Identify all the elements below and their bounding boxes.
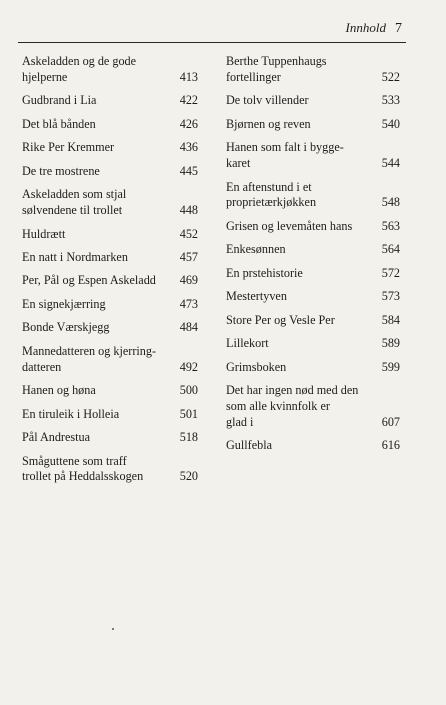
toc-entry-title-line: Bjørnen og reven <box>226 116 311 131</box>
toc-entry <box>22 250 198 266</box>
toc-entry-title-line: Store Per og Vesle Per <box>226 312 335 327</box>
toc-entry-page: 469 <box>179 273 198 288</box>
toc-entry-page: 473 <box>179 296 198 311</box>
toc-entry-title <box>226 266 382 282</box>
toc-entry-title-line: Hanen som falt i bygge- <box>226 140 344 155</box>
toc-entry <box>226 313 400 329</box>
paper-speck <box>112 628 114 630</box>
header-title: Innhold <box>345 20 386 35</box>
toc-entry <box>22 273 198 289</box>
toc-entry-title-line: Per, Pål og Espen Askeladd <box>22 273 156 288</box>
toc-entry-title <box>226 219 382 235</box>
toc-entry <box>22 140 198 156</box>
toc-entry <box>226 54 400 86</box>
toc-entry-title <box>22 227 180 243</box>
toc-entry-page: 584 <box>381 312 400 327</box>
toc-entry-page: 599 <box>381 359 400 374</box>
toc-entry <box>22 430 198 446</box>
toc-entry <box>22 117 198 133</box>
toc-entry-title-line: Det har ingen nød med den <box>226 383 359 398</box>
header-rule <box>18 42 406 43</box>
toc-entry-title <box>226 242 382 258</box>
toc-entry-title-line: Askeladden som stjal <box>22 187 127 202</box>
toc-entry-page: 452 <box>179 226 198 241</box>
toc-entry-title-line: Askeladden og de gode <box>22 54 137 68</box>
toc-entry-title-line: trollet på Heddalsskogen <box>22 469 144 484</box>
toc-entry <box>22 407 198 423</box>
toc-entry <box>226 383 400 430</box>
toc-entry-title-line: Småguttene som traff <box>22 453 127 468</box>
toc-entry-title-line: fortellinger <box>226 69 281 84</box>
toc-entry-title <box>22 344 180 376</box>
toc-entry <box>22 187 198 219</box>
toc-entry-title <box>22 407 180 423</box>
toc-entry-title-line: Grisen og levemåten hans <box>226 218 353 233</box>
toc-entry <box>226 180 400 212</box>
toc-entry-title-line: Bonde Værskjegg <box>22 320 110 335</box>
toc-entry-title-line: De tolv villender <box>226 93 309 108</box>
toc-entry-title-line: Grimsboken <box>226 359 287 374</box>
toc-entry-title <box>226 360 382 376</box>
toc-entry-title <box>22 250 180 266</box>
toc-entry-title <box>226 140 382 172</box>
toc-entry-page: 540 <box>381 116 400 131</box>
toc-entry-title-line: En tiruleik i Holleia <box>22 406 120 421</box>
toc-entry-title <box>22 430 180 446</box>
header-page-number: 7 <box>395 21 402 36</box>
toc-entry-title-line: Mestertyven <box>226 289 287 304</box>
toc-entry <box>226 266 400 282</box>
toc-entry-title-line: En prstehistorie <box>226 265 303 280</box>
toc-entry-page: 457 <box>179 249 198 264</box>
toc-entry-page: 589 <box>381 336 400 351</box>
toc-entry <box>22 383 198 399</box>
running-header <box>346 20 402 37</box>
toc-entry-title-line: glad i <box>226 414 254 429</box>
toc-entry-title-line: Det blå bånden <box>22 116 96 131</box>
toc-entry-title-line: Gudbrand i Lia <box>22 93 97 108</box>
toc-entry-page: 572 <box>381 265 400 280</box>
toc-entry-title-line: En signekjærring <box>22 296 106 311</box>
toc-entry-page: 616 <box>381 438 400 453</box>
toc-entry-title <box>226 336 382 352</box>
toc-entry <box>22 54 198 86</box>
toc-entry-page: 501 <box>179 406 198 421</box>
toc-entry <box>22 164 198 180</box>
toc-right-column <box>226 54 400 462</box>
toc-entry-page: 522 <box>381 69 400 84</box>
toc-entry-title <box>226 180 382 212</box>
toc-entry-page: 484 <box>179 320 198 335</box>
toc-entry-page: 426 <box>179 116 198 131</box>
toc-entry-page: 544 <box>381 156 400 171</box>
toc-entry <box>22 344 198 376</box>
toc-entry <box>226 360 400 376</box>
toc-entry-title <box>22 273 180 289</box>
toc-entry-title <box>226 313 382 329</box>
toc-entry-title-line: Rike Per Kremmer <box>22 140 115 155</box>
toc-entry-title-line: karet <box>226 156 251 171</box>
toc-left-column <box>22 54 198 493</box>
toc-entry-title-line: De tre mostrene <box>22 163 100 178</box>
toc-entry-title <box>22 117 180 133</box>
toc-entry-title <box>226 438 382 454</box>
toc-entry-title-line: sølvendene til trollet <box>22 203 123 218</box>
toc-entry-title <box>22 93 180 109</box>
toc-entry <box>226 242 400 258</box>
toc-entry-title <box>226 54 382 86</box>
toc-entry <box>226 438 400 454</box>
toc-entry <box>22 227 198 243</box>
toc-entry-title <box>22 297 180 313</box>
toc-entry-page: 448 <box>179 203 198 218</box>
toc-entry <box>226 117 400 133</box>
toc-entry-title <box>226 383 382 430</box>
toc-entry-title-line: En natt i Nordmarken <box>22 249 128 264</box>
toc-entry <box>226 219 400 235</box>
toc-entry-page: 413 <box>179 69 198 84</box>
toc-entry-title-line: Pål Andrestua <box>22 430 91 445</box>
toc-entry-title-line: Hanen og høna <box>22 383 96 398</box>
toc-entry-title <box>22 140 180 156</box>
toc-entry-page: 520 <box>179 469 198 484</box>
toc-entry <box>226 140 400 172</box>
toc-entry-page: 492 <box>179 359 198 374</box>
toc-entry-title <box>22 383 180 399</box>
toc-entry-title-line: Enkesønnen <box>226 242 286 257</box>
toc-entry <box>22 297 198 313</box>
toc-entry-page: 564 <box>381 242 400 257</box>
toc-entry-title-line: Huldrætt <box>22 226 66 241</box>
toc-entry <box>226 289 400 305</box>
toc-entry <box>22 454 198 486</box>
toc-entry-page: 445 <box>179 163 198 178</box>
toc-entry-title <box>22 454 180 486</box>
toc-entry-title-line: hjelperne <box>22 69 68 84</box>
toc-entry-title-line: En aftenstund i et <box>226 179 312 194</box>
toc-entry-title-line: datteren <box>22 359 62 374</box>
toc-entry-title-line: Berthe Tuppenhaugs <box>226 54 327 68</box>
toc-entry-page: 533 <box>381 93 400 108</box>
toc-entry-title <box>22 164 180 180</box>
toc-entry-page: 607 <box>381 414 400 429</box>
toc-entry <box>22 93 198 109</box>
toc-entry-title <box>226 117 382 133</box>
toc-entry <box>226 93 400 109</box>
toc-entry-title-line: proprietærkjøkken <box>226 195 317 210</box>
toc-entry-title <box>226 93 382 109</box>
toc-entry-title-line: som alle kvinnfolk er <box>226 399 330 413</box>
toc-entry-page: 573 <box>381 289 400 304</box>
toc-entry-page: 518 <box>179 430 198 445</box>
toc-entry <box>226 336 400 352</box>
toc-entry-page: 563 <box>381 218 400 233</box>
toc-entry-title <box>226 289 382 305</box>
toc-entry-page: 436 <box>179 140 198 155</box>
toc-entry-title-line: Gullfebla <box>226 438 273 453</box>
toc-entry-page: 548 <box>381 195 400 210</box>
toc-entry-title <box>22 54 180 86</box>
toc-entry-title <box>22 187 180 219</box>
toc-entry-title <box>22 320 180 336</box>
toc-entry-page: 500 <box>179 383 198 398</box>
toc-entry <box>22 320 198 336</box>
toc-entry-title-line: Mannedatteren og kjerring- <box>22 343 157 358</box>
toc-entry-title-line: Lillekort <box>226 336 269 351</box>
toc-entry-page: 422 <box>179 93 198 108</box>
